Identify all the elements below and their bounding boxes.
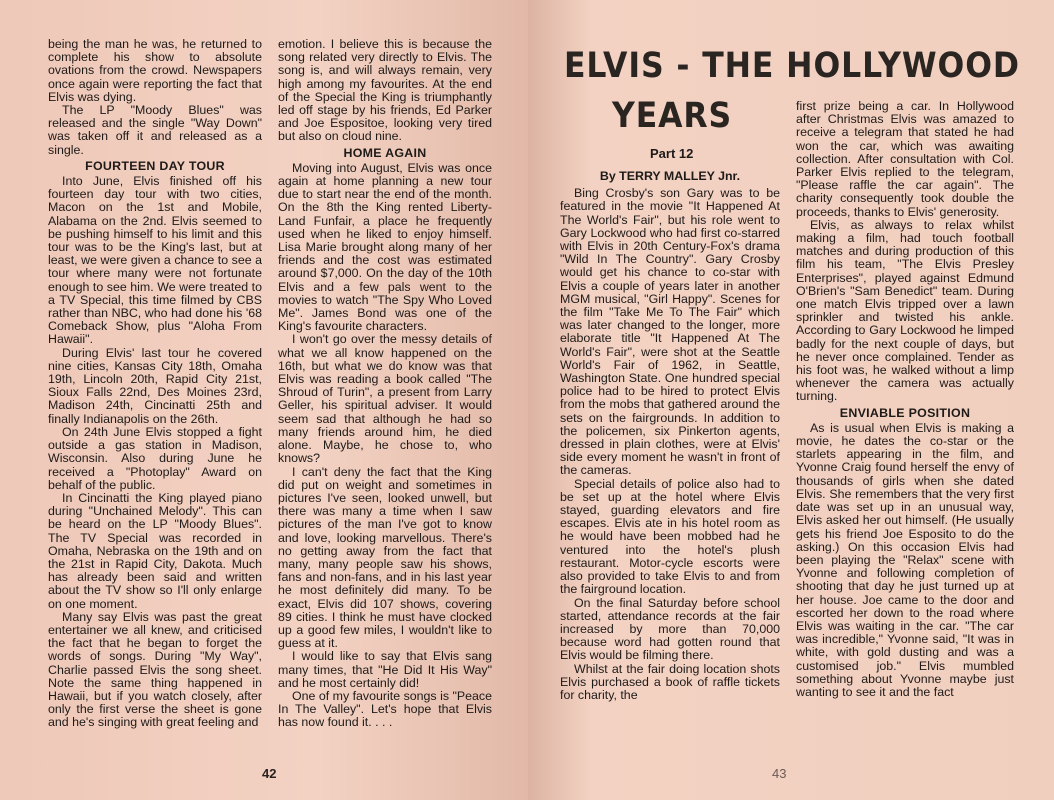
paragraph: emotion. I believe this is because the song related very directly to Elvis. The song is, and will always remain, very high among my favourites. At the end of the Special the King is triumphantly led off stage by his friends, Ed Parker and Joe Espositoe, looking very tired but also on cloud nine. — [278, 38, 492, 144]
paragraph: I won't go over the messy details of what we all know happened on the 16th, but what we do know was that Elvis was reading a book called "The Shroud of Turin", a present from Larry Geller, his spiritual adviser. It would seem sad that although he had so many friends around him, he died alone. Maybe, he chose to, who knows? — [278, 332, 492, 466]
byline: By TERRY MALLEY Jnr. — [599, 169, 741, 183]
page-number: 42 — [262, 766, 277, 781]
paragraph: I can't deny the fact that the King did put on weight and sometimes in pictures I've seen, looked unwell, but there was many a time when I saw pictures of the man I've got to know and love, looking marvellous. There's no getting away from the fact that many, many people saw his shows, fans and non-fans, and in his last year he most definitely did many. To be exact, Elvis did 107 shows, covering 89 cities. I think he must have clocked up a good few miles, I wouldn't like to guess at it. — [278, 464, 492, 651]
paragraph: The LP "Moody Blues" was released and the single "Way Down" was taken off it and released as a single. — [48, 103, 262, 157]
section-heading: HOME AGAIN — [343, 145, 427, 160]
paragraph: Moving into August, Elvis was once again at home planning a new tour due to start near the end of the month. On the 8th the King rented Liberty-Land Funfair, a place he frequently used when he liked to enjoy himself. Lisa Marie brought along many of her friends and the cost was estimated around $7,000. On the day of the 10th Elvis and a few pals went to the movies to watch "The Spy Who Loved Me". James Bond was one of the King's favourite characters. — [278, 160, 492, 334]
section-heading: ENVIABLE POSITION — [839, 405, 971, 420]
paragraph: Special details of police also had to be set up at the hotel where Elvis stayed, guarding elevators and fire escapes. Elvis ate in his hotel room as he would have been mobbed had he ventured into the hotel's plush restaurant. Motor-cycle escorts were also provided to take Elvis to and from the fairground location. — [560, 476, 780, 597]
right-column-1 — [560, 166, 780, 780]
article-title-line-1: ELVIS - THE HOLLYWOOD — [564, 46, 1020, 86]
paragraph: Many say Elvis was past the great entertainer we all knew, and criticised the fact that he began to forget the words of songs. During "My Way", Charlie passed Elvis the song sheet. Note the same thing happened in Hawaii, but if you watch closely, after only the first verse the sheet is gone and he's singing with great feeling and — [48, 609, 262, 730]
part-label: Part 12 — [650, 146, 694, 161]
paragraph: Elvis, as always to relax whilst making a film, had touch football matches and during production of this film his team, "The Elvis Presley Enterprises", played against Edmund O'Brien's "Sam Benedict" team. During one match Elvis tripped over a lawn sprinkler and twisted his ankle. According to Gary Lockwood he limped badly for the next couple of days, but he never once complained. Tender as his foot was, he walked without a limp whenever the camera was actually turning. — [796, 217, 1014, 404]
paragraph: In Cincinatti the King played piano during "Unchained Melody". This can be heard on the LP "Moody Blues". The TV Special was recorded in Omaha, Nebraska on the 19th and on the 21st in Rapid City, Dakota. Much has already been said and written about the TV show so I'll only enlarge on one moment. — [48, 490, 262, 611]
page-number: 43 — [772, 766, 787, 781]
left-column-2 — [278, 38, 492, 780]
paragraph: first prize being a car. In Hollywood after Christmas Elvis was amazed to receive a telegram that stated he had won the car, which was awaiting collection. After consultation with Col. Parker Elvis replied to the telegram, "Please raffle the car again". The charity consequently took double the proceeds, thanks to Elvis' generosity. — [796, 100, 1014, 219]
paragraph: On the final Saturday before school started, attendance records at the fair increased by more than 70,000 because word had gotten round that Elvis would be filming there. — [560, 595, 780, 663]
paragraph: Whilst at the fair doing location shots Elvis purchased a book of raffle tickets for charity, the — [560, 661, 780, 702]
right-column-2 — [796, 100, 1014, 780]
paragraph: During Elvis' last tour he covered nine cities, Kansas City 18th, Omaha 19th, Lincoln 20th, Rapid City 21st, Sioux Falls 22nd, Des Moines 23rd, Madison 24th, Cincinatti 25th and finally Indianapolis on the 26th. — [48, 345, 262, 426]
right-page — [528, 0, 1054, 800]
paragraph: As is usual when Elvis is making a movie, he dates the co-star or the starlets appearing in the film, and Yvonne Craig found herself the envy of thousands of girls when she dated Elvis. She remembers that the very first date was set up in an unusual way, Elvis asked her out himself. (He usually gets his friend Joe Esposito to do the asking.) On this occasion Elvis had been playing the "Relax" scene with Yvonne and following completion of shooting that day he just turned up at her house. Joe came to the door and escorted her down to the road where Elvis was waiting in the car. "The car was incredible," Yvonne said, "It was in white, with gold dusting and was a customised job." Elvis mumbled something about Yvonne maybe just wanting to see it and the fact — [796, 420, 1014, 699]
paragraph: Bing Crosby's son Gary was to be featured in the movie "It Happened At The World's Fair", but his role went to Gary Lockwood who had first co-starred with Elvis in 20th Century-Fox's drama "Wild In The Country". Gary Crosby would get his chance to co-star with Elvis a couple of years later in another MGM musical, "Girl Happy". Scenes for the film "Take Me To The Fair" which was later changed to the longer, more elaborate title "It Happened At The World's Fair", were shot at the Seattle World's Fair of 1962, in Seattle, Washington State. One hundred special police had to be hired to protect Elvis from the mobs that gathered around the sets on the fairgrounds. In addition to the policemen, six Pinkerton agents, dressed in plain clothes, were at Elvis' side every moment he wasn't in front of the cameras. — [560, 186, 780, 478]
paragraph: being the man he was, he returned to complete his show to absolute ovations from the crowd. Newspapers once again were reporting the fact that Elvis was dying. — [48, 38, 262, 104]
section-heading: FOURTEEN DAY TOUR — [85, 158, 225, 173]
paragraph: One of my favourite songs is "Peace In The Valley". Let's hope that Elvis has now found it. . . . — [278, 688, 492, 730]
paragraph: I would like to say that Elvis sang many times, that "He Did It His Way" and he most certainly did! — [278, 649, 492, 690]
paragraph: On 24th June Elvis stopped a fight outside a gas station in Madison, Wisconsin. Also during June he received a "Photoplay" Award on behalf of the public. — [48, 424, 262, 492]
paragraph: Into June, Elvis finished off his fourteen day tour with two cities, Macon on the 1st and Mobile, Alabama on the 2nd. Elvis seemed to be pushing himself to his limit and this tour was to be the King's last, but at least, we were given a chance to see a tour where many were not fortunate enough to see him. We were treated to a TV Special, this time filmed by CBS rather than NBC, who had done his '68 Comeback Show, plus "Aloha From Hawaii". — [48, 174, 262, 347]
left-column-1 — [48, 38, 262, 780]
article-title-line-2: YEARS — [612, 96, 733, 136]
